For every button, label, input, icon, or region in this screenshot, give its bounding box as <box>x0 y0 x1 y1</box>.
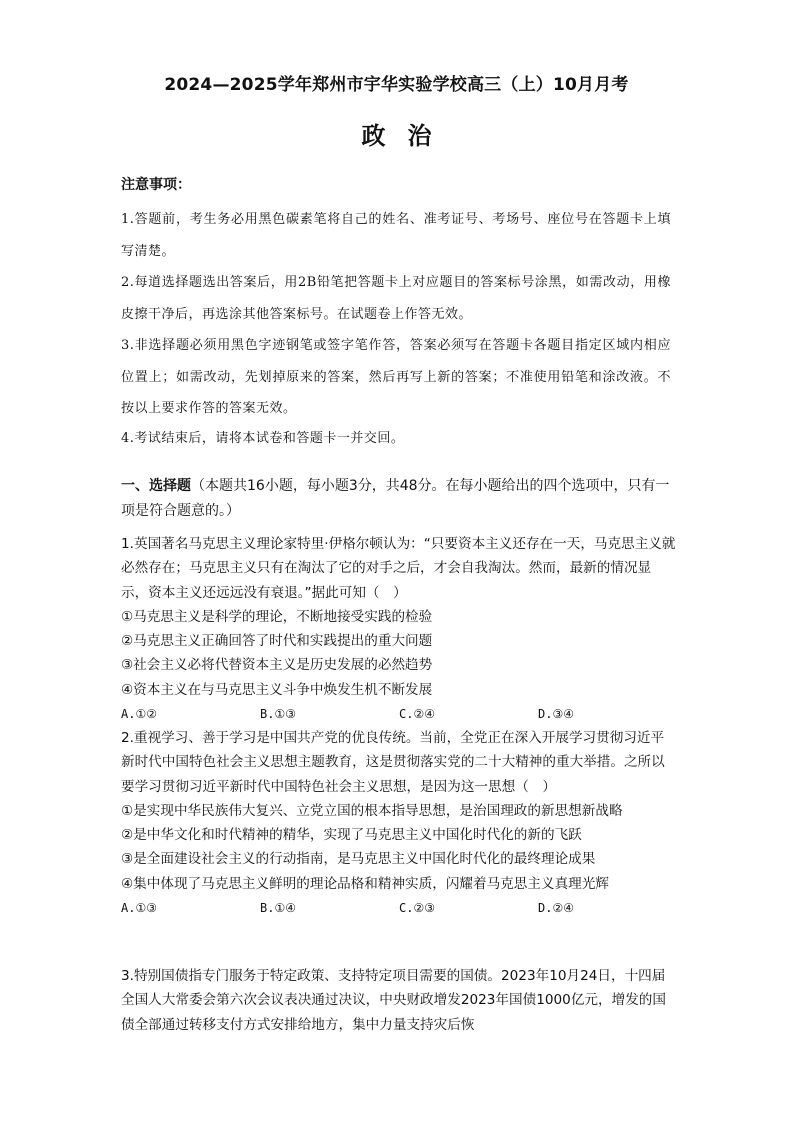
choice-c: C.②④ <box>399 707 435 722</box>
question-stem: 3.特别国债指专门服务于特定政策、支持特定项目需要的国债。2023年10月24日，十四届全国人大常委会第六次会议表决通过决议，中央财政增发2023年国债1000亿元，增发的国债全部通过转移支付方式安排给地方，集中力量支持灾后恢 <box>121 968 666 1033</box>
statement: ④集中体现了马克思主义鲜明的理论品格和精神实质，闪耀着马克思主义真理光辉 <box>121 875 609 892</box>
question-1 <box>121 532 677 726</box>
notes-heading: 注意事项： <box>121 177 191 193</box>
note-item-3: 3.非选择题必须用黑色字迹钢笔或签字笔作答，答案必须写在答题卡各题目指定区域内相应位置上；如需改动，先划掉原来的答案，然后再写上新的答案；不准使用铅笔和涂改液。不按以上要求作答的答案无效。 <box>121 338 671 416</box>
section-instruction: （本题共16小题，每小题3分，共48分。在每小题给出的四个选项中，只有一项是符合题意的。） <box>121 478 670 519</box>
note-item-1: 1.答题前，考生务必用黑色碳素笔将自己的姓名、准考证号、考场号、座位号在答题卡上填写清楚。 <box>121 212 671 259</box>
choice-b: B.①③ <box>260 707 296 722</box>
choice-b: B.①④ <box>260 901 296 916</box>
choice-a: A.①② <box>121 707 157 722</box>
choice-a: A.①③ <box>121 901 157 916</box>
note-item-2: 2.每道选择题选出答案后，用2B铅笔把答题卡上对应题目的答案标号涂黑，如需改动，用橡皮擦干净后，再选涂其他答案标号。在试题卷上作答无效。 <box>121 275 671 322</box>
choice-c: C.②③ <box>399 901 435 916</box>
question-stem: 1.英国著名马克思主义理论家特里·伊格尔顿认为：“只要资本主义还存在一天，马克思主义就必然存在；马克思主义只有在淘汰了它的对手之后，才会自我淘汰。然而，最新的情况显示，资本主义还远远没有衰退。”据此可知（ ） <box>121 536 676 601</box>
choices-row <box>121 702 677 726</box>
statement: ④资本主义在与马克思主义斗争中焕发生机不断发展 <box>121 681 433 698</box>
choice-d: D.③④ <box>538 707 574 722</box>
statement: ①是实现中华民族伟大复兴、立党立国的根本指导思想，是治国理政的新思想新战略 <box>121 802 623 819</box>
exam-title: 2024—2025学年郑州市宇华实验学校高三（上）10月月考 <box>164 75 629 95</box>
section-label: 一、选择题 <box>121 478 191 494</box>
question-2 <box>121 726 677 920</box>
statement: ②是中华文化和时代精神的精华，实现了马克思主义中国化时代化的新的飞跃 <box>121 827 582 844</box>
section-heading <box>121 474 681 524</box>
statement: ②马克思主义正确回答了时代和实践提出的重大问题 <box>121 633 433 650</box>
question-3 <box>121 964 677 1037</box>
choice-d: D.②④ <box>538 901 574 916</box>
statement: ③是全面建设社会主义的行动指南，是马克思主义中国化时代化的最终理论成果 <box>121 851 596 868</box>
statement: ③社会主义必将代替资本主义是历史发展的必然趋势 <box>121 657 433 674</box>
note-item-4: 4.考试结束后，请将本试卷和答题卡一并交回。 <box>121 431 405 446</box>
statement: ①马克思主义是科学的理论，不断地接受实践的检验 <box>121 608 433 625</box>
question-stem: 2.重视学习、善于学习是中国共产党的优良传统。当前，全党正在深入开展学习贯彻习近平新时代中国特色社会主义思想主题教育，这是贯彻落实党的二十大精神的重大举措。之所以要学习贯彻习近平新时代中国特色社会主义思想，是因为这一思想（ ） <box>121 730 665 795</box>
choices-row <box>121 896 677 920</box>
subject-title: 政治 <box>361 122 454 150</box>
